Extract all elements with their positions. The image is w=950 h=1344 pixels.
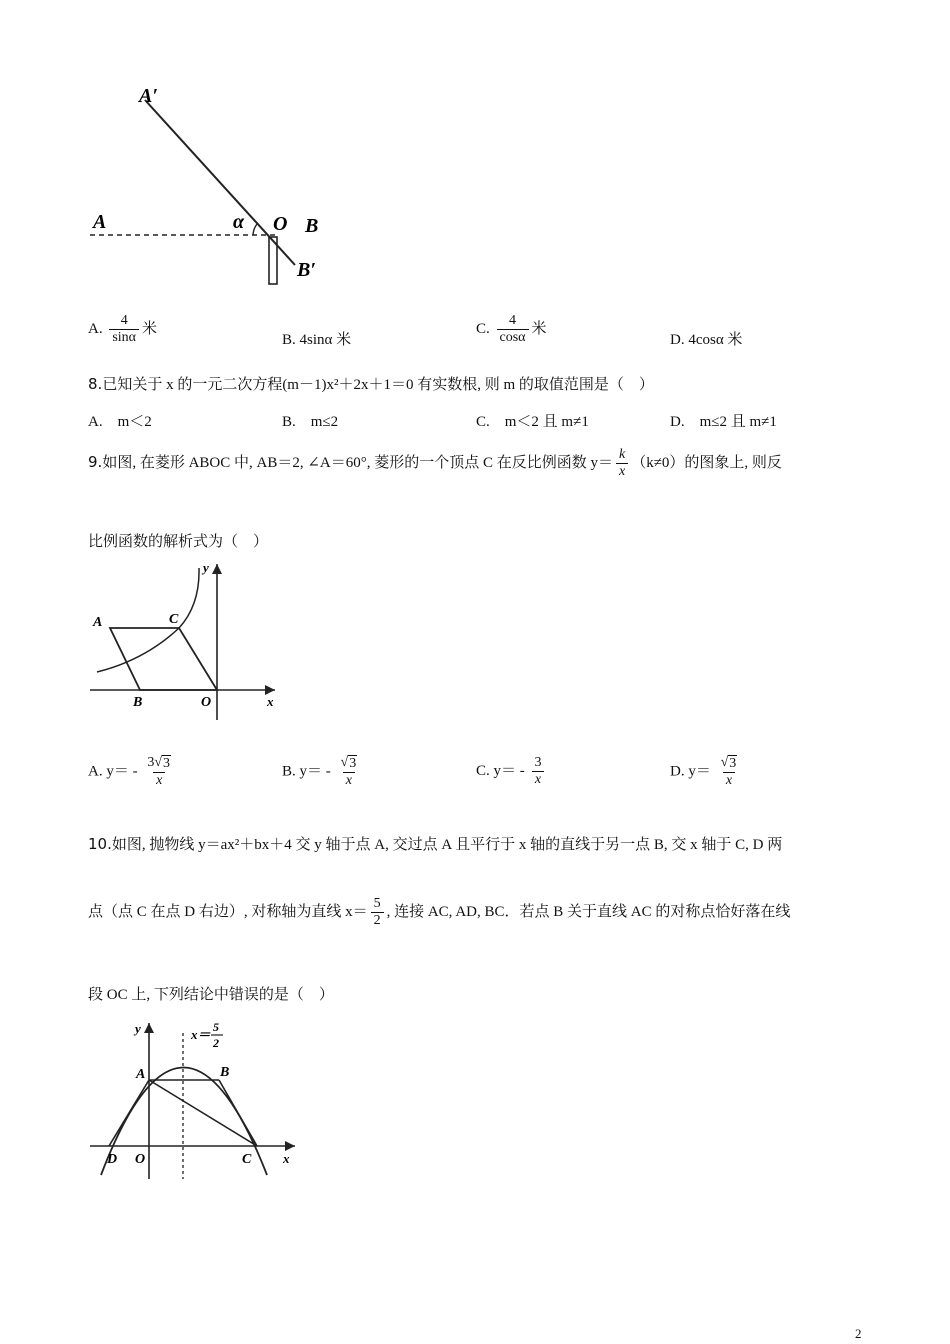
q8-option-b[interactable]: B. m≤2 — [282, 414, 339, 430]
label-o: O — [273, 213, 288, 235]
angle-arc — [253, 224, 257, 235]
label-alpha: α — [233, 211, 245, 233]
parabola-figure — [85, 1015, 305, 1185]
rhombus-aboc — [110, 628, 217, 690]
label-x: x — [267, 694, 274, 709]
axis-num: 5 — [213, 1020, 219, 1034]
label-b-prime: B′ — [297, 259, 316, 281]
q7-option-b[interactable]: B. 4sinα 米 — [282, 332, 352, 348]
q10-stem-line3: 段 OC 上, 下列结论中错误的是（ ） — [88, 987, 334, 1003]
label-c: C — [169, 612, 179, 627]
label-a: A — [93, 211, 107, 233]
q8-option-a[interactable]: A. m＜2 — [88, 414, 152, 430]
q7-option-d[interactable]: D. 4cosα 米 — [670, 332, 743, 348]
q9-stem-line2: 比例函数的解析式为（ ） — [88, 534, 269, 550]
label-x: x — [283, 1151, 290, 1166]
q8-option-c[interactable]: C. m＜2 且 m≠1 — [476, 414, 589, 430]
axis-den: 2 — [213, 1036, 219, 1050]
label-d: D — [107, 1152, 118, 1167]
label-b: B — [220, 1065, 230, 1080]
q10-stem-line2: 点（点 C 在点 D 右边）, 对称轴为直线 x＝ $\frac{5}{2}$ , 连接 AC, AD, BC．若点 B 关于直线 AC 的对称点恰好落在线 — [88, 896, 791, 929]
rod-angle-figure — [85, 80, 345, 295]
q9-option-c[interactable]: C. y＝ - $\frac{3}{x}$ — [476, 755, 548, 788]
rod-line — [145, 100, 295, 265]
rhombus-figure — [85, 560, 285, 725]
label-y: y — [203, 560, 209, 575]
q9-option-a[interactable]: A. y＝ - 3√ 3 x — [88, 755, 171, 789]
q10-stem-line1: 10.如图, 抛物线 y＝ax²＋bx＋4 交 y 轴于点 A, 交过点 A 且平行于 x 轴的直线于另一点 B, 交 x 轴于 C, D 两 — [88, 835, 783, 853]
axis-eq-label: x＝ — [191, 1027, 211, 1042]
label-a-prime: A′ — [139, 85, 158, 107]
hyperbola-curve — [97, 568, 199, 672]
label-o: O — [201, 695, 212, 710]
q9-option-b[interactable]: B. y＝ - √ 3 x — [282, 755, 357, 789]
q7-option-a[interactable]: A. $\frac{4}{\sin\alpha}$ 米 — [88, 313, 158, 346]
label-b: B — [305, 215, 319, 237]
q8-option-d[interactable]: D. m≤2 且 m≠1 — [670, 414, 777, 430]
label-a: A — [93, 615, 103, 630]
page-number: 2 — [855, 1326, 862, 1341]
label-b: B — [133, 695, 143, 710]
q7-option-c[interactable]: C. $\frac{4}{\cos\alpha}$ 米 — [476, 313, 547, 346]
label-a: A — [136, 1067, 146, 1082]
q8-stem: 8.已知关于 x 的一元二次方程(m－1)x²＋2x＋1＝0 有实数根, 则 m 的取值范围是（ ） — [88, 375, 654, 393]
q9-stem-line1: 9.如图, 在菱形 ABOC 中, AB＝2, ∠A＝60°, 菱形的一个顶点 C 在反比例函数 y＝ $\frac{k}{x}$ （k≠0）的图象上, 则反 — [88, 447, 782, 480]
label-c: C — [242, 1152, 252, 1167]
label-y: y — [135, 1021, 141, 1036]
label-o: O — [135, 1152, 146, 1167]
q9-option-d[interactable]: D. y＝ √ 3 x — [670, 755, 737, 789]
